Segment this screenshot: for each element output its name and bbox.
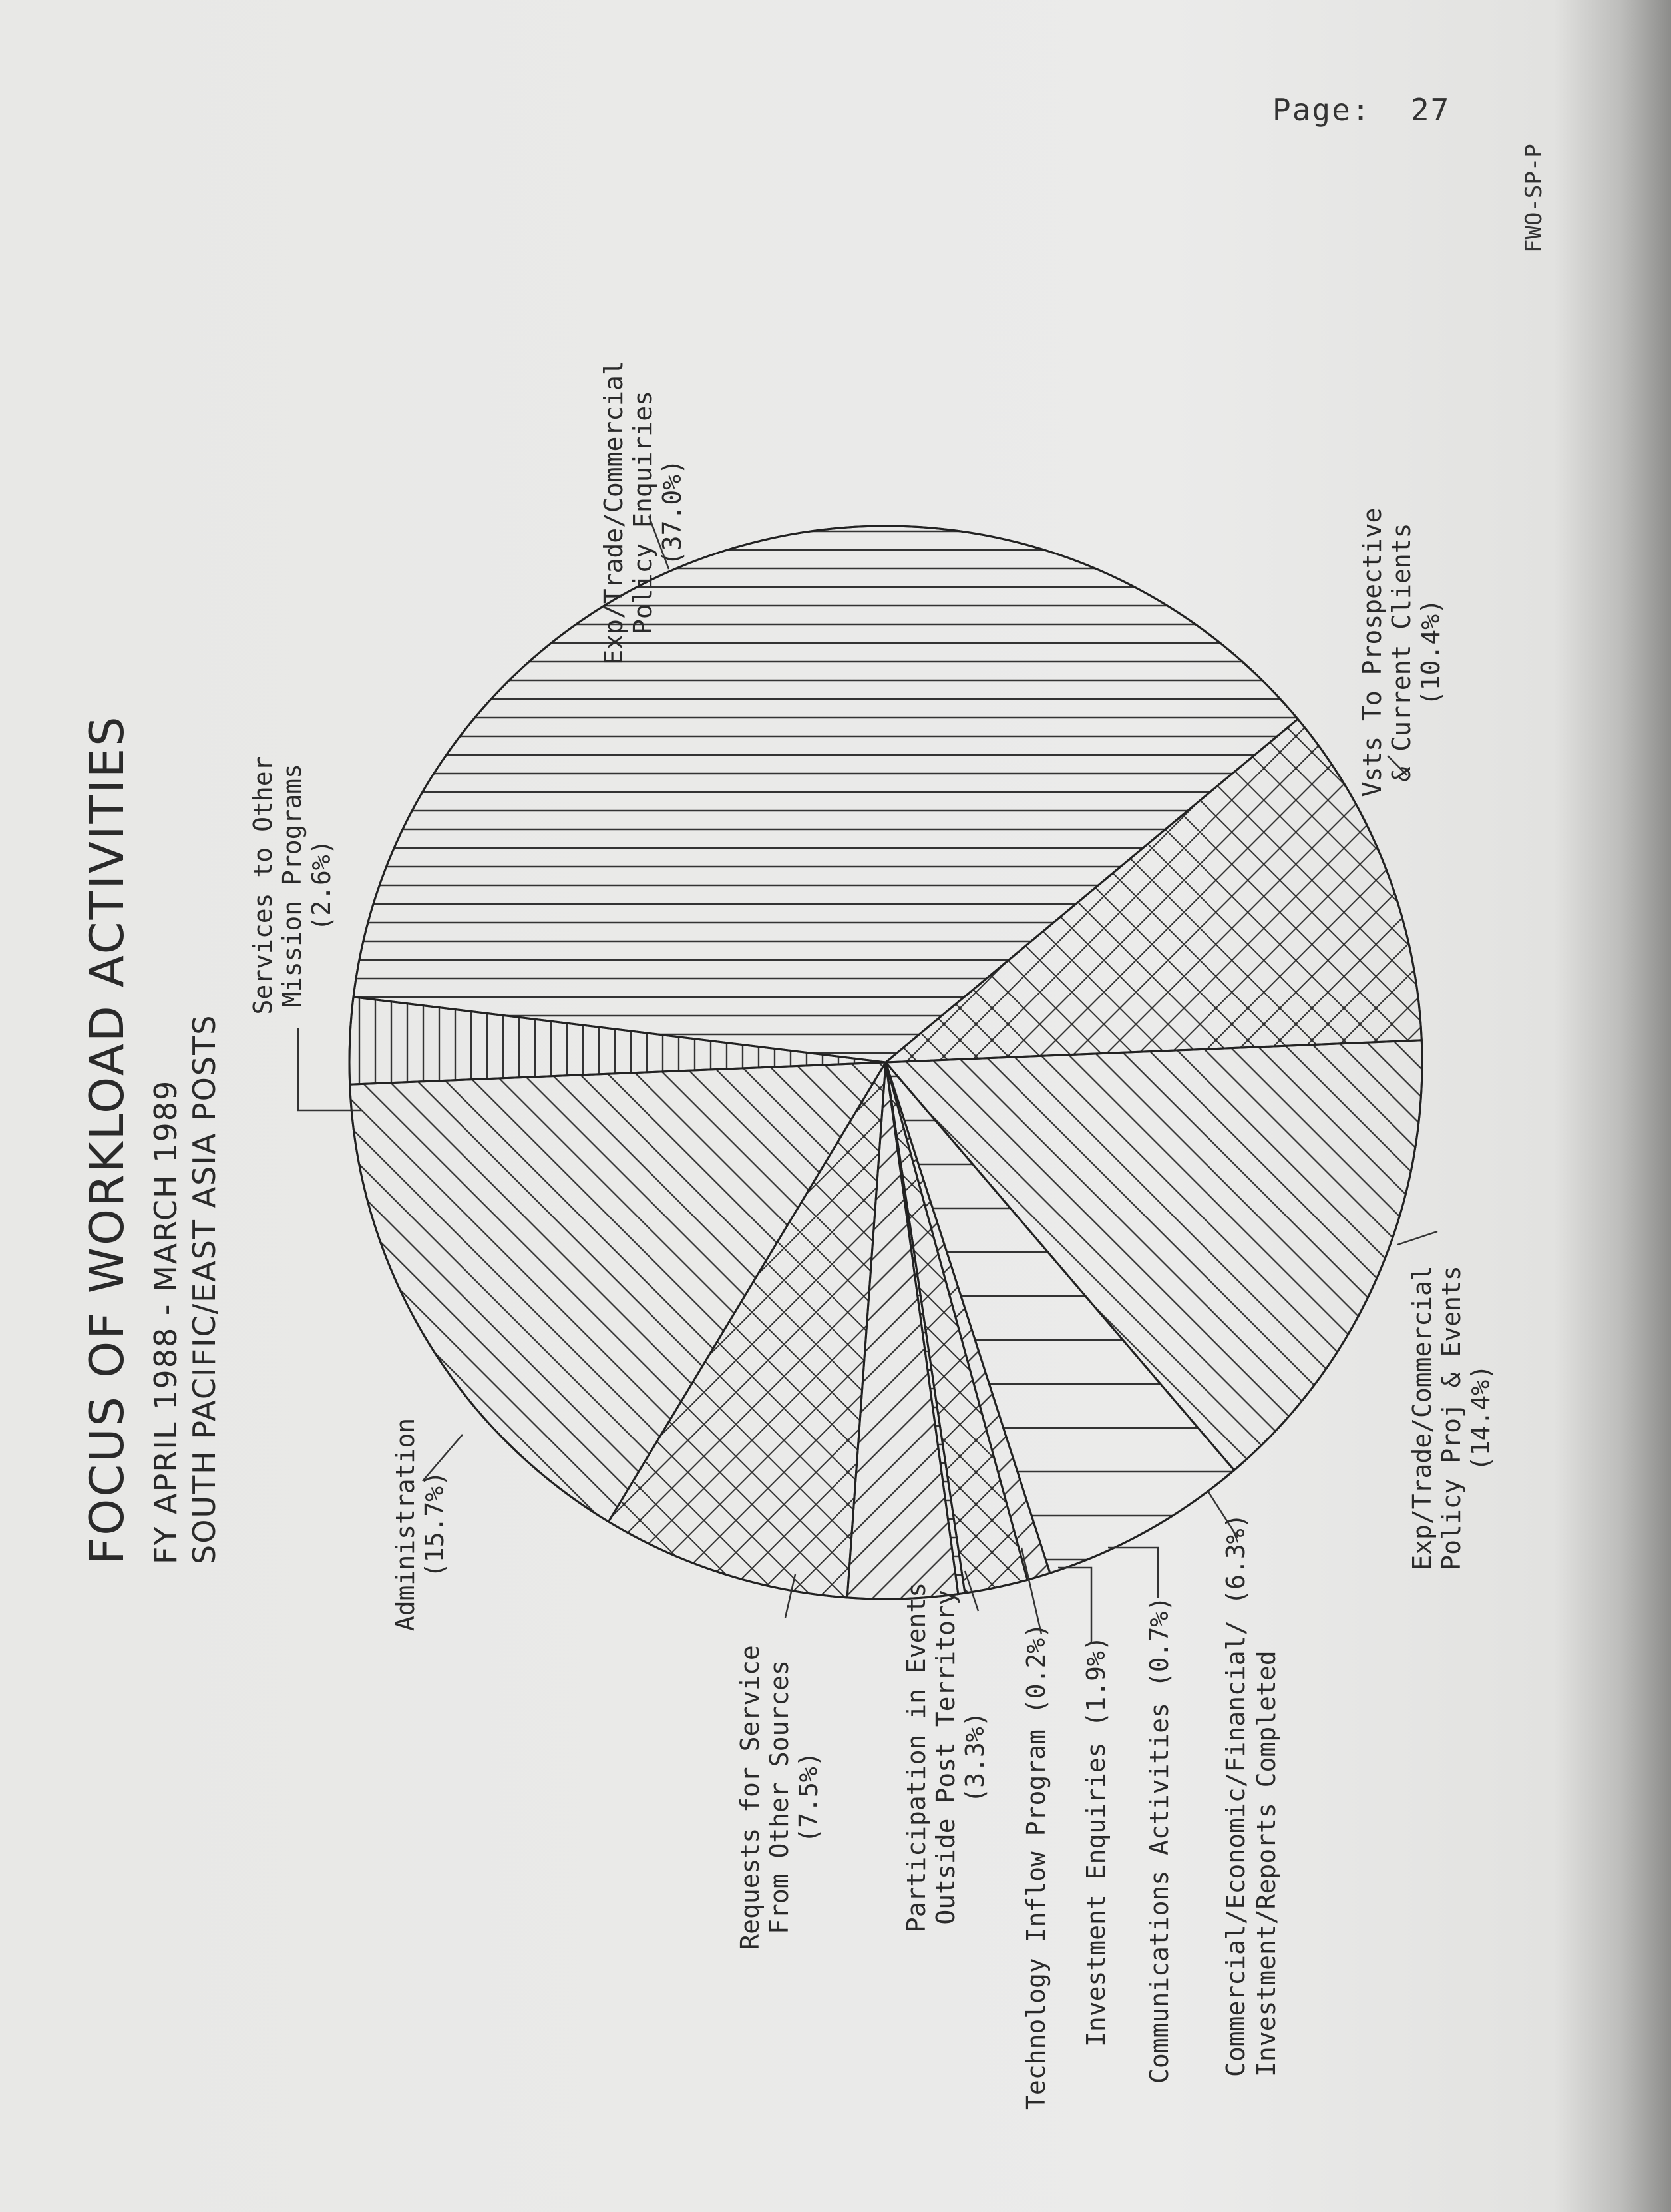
label-requests-line-2: From Other Sources bbox=[765, 1660, 794, 1934]
label-services bbox=[248, 756, 336, 1015]
leader-communications bbox=[1108, 1548, 1158, 1598]
label-exp-events-line-1: Exp/Trade/Commercial bbox=[1407, 1265, 1437, 1570]
label-participation-line-1: Participation in Events bbox=[902, 1582, 931, 1933]
label-commercial-line-1: Commercial/Economic/Financial/ (6.3%) bbox=[1221, 1513, 1250, 2077]
label-services-line-1: Services to Other bbox=[248, 756, 278, 1015]
label-vsts-line-1: Vsts To Prospective bbox=[1358, 507, 1387, 797]
label-participation-line-3: (3.3%) bbox=[960, 1711, 990, 1803]
label-requests-line-1: Requests for Service bbox=[735, 1645, 765, 1950]
leader-investment bbox=[1058, 1568, 1091, 1644]
label-participation-line-2: Outside Post Territory bbox=[931, 1590, 960, 1925]
chart-subtitle-1: FY APRIL 1988 - MARCH 1989 bbox=[148, 1079, 184, 1564]
label-services-line-2: Mission Programs bbox=[278, 763, 307, 1008]
title-block bbox=[80, 714, 222, 1564]
label-exp-events bbox=[1407, 1265, 1495, 1570]
label-services-line-3: (2.6%) bbox=[307, 839, 336, 931]
label-exp-enquiries-line-1: Exp/Trade/Commercial bbox=[599, 360, 628, 665]
label-exp-events-line-2: Policy Proj & Events bbox=[1437, 1265, 1466, 1570]
label-investment bbox=[1081, 1636, 1111, 2047]
label-exp-enquiries-line-3: (37.0%) bbox=[657, 459, 687, 566]
label-vsts-line-3: (10.4%) bbox=[1416, 598, 1445, 706]
chart-subtitle-2: SOUTH PACIFIC/EAST ASIA POSTS bbox=[186, 1014, 222, 1564]
doc-code: FWO-SP-P bbox=[1521, 144, 1547, 253]
label-commercial bbox=[1221, 1514, 1281, 2077]
label-exp-enquiries-line-2: Policy Enquiries bbox=[628, 390, 657, 635]
label-requests bbox=[735, 1645, 823, 1950]
chart-title: FOCUS OF WORKLOAD ACTIVITIES bbox=[80, 714, 134, 1564]
label-communications bbox=[1145, 1596, 1174, 2084]
label-exp-events-line-3: (14.4%) bbox=[1466, 1364, 1495, 1472]
label-participation bbox=[902, 1582, 990, 1932]
page-number: 27 bbox=[1410, 92, 1451, 128]
label-commercial-line-2: Investment/Reports Completed bbox=[1252, 1650, 1281, 2077]
label-vsts bbox=[1358, 508, 1445, 797]
label-vsts-line-2: & Current Clients bbox=[1387, 523, 1416, 782]
label-investment-line-1: Investment Enquiries (1.9%) bbox=[1081, 1636, 1111, 2047]
page-label: Page: bbox=[1272, 92, 1372, 128]
label-communications-line-1: Communications Activities (0.7%) bbox=[1145, 1596, 1174, 2084]
label-requests-line-3: (7.5%) bbox=[794, 1751, 823, 1843]
label-administration bbox=[391, 1418, 449, 1631]
pie-slices bbox=[349, 526, 1422, 1599]
label-administration-line-2: (15.7%) bbox=[420, 1470, 449, 1578]
leader-exp-events bbox=[1397, 1231, 1437, 1245]
label-technology bbox=[1021, 1623, 1051, 2110]
label-administration-line-1: Administration bbox=[391, 1417, 420, 1632]
label-technology-line-1: Technology Inflow Program (0.2%) bbox=[1021, 1622, 1051, 2110]
